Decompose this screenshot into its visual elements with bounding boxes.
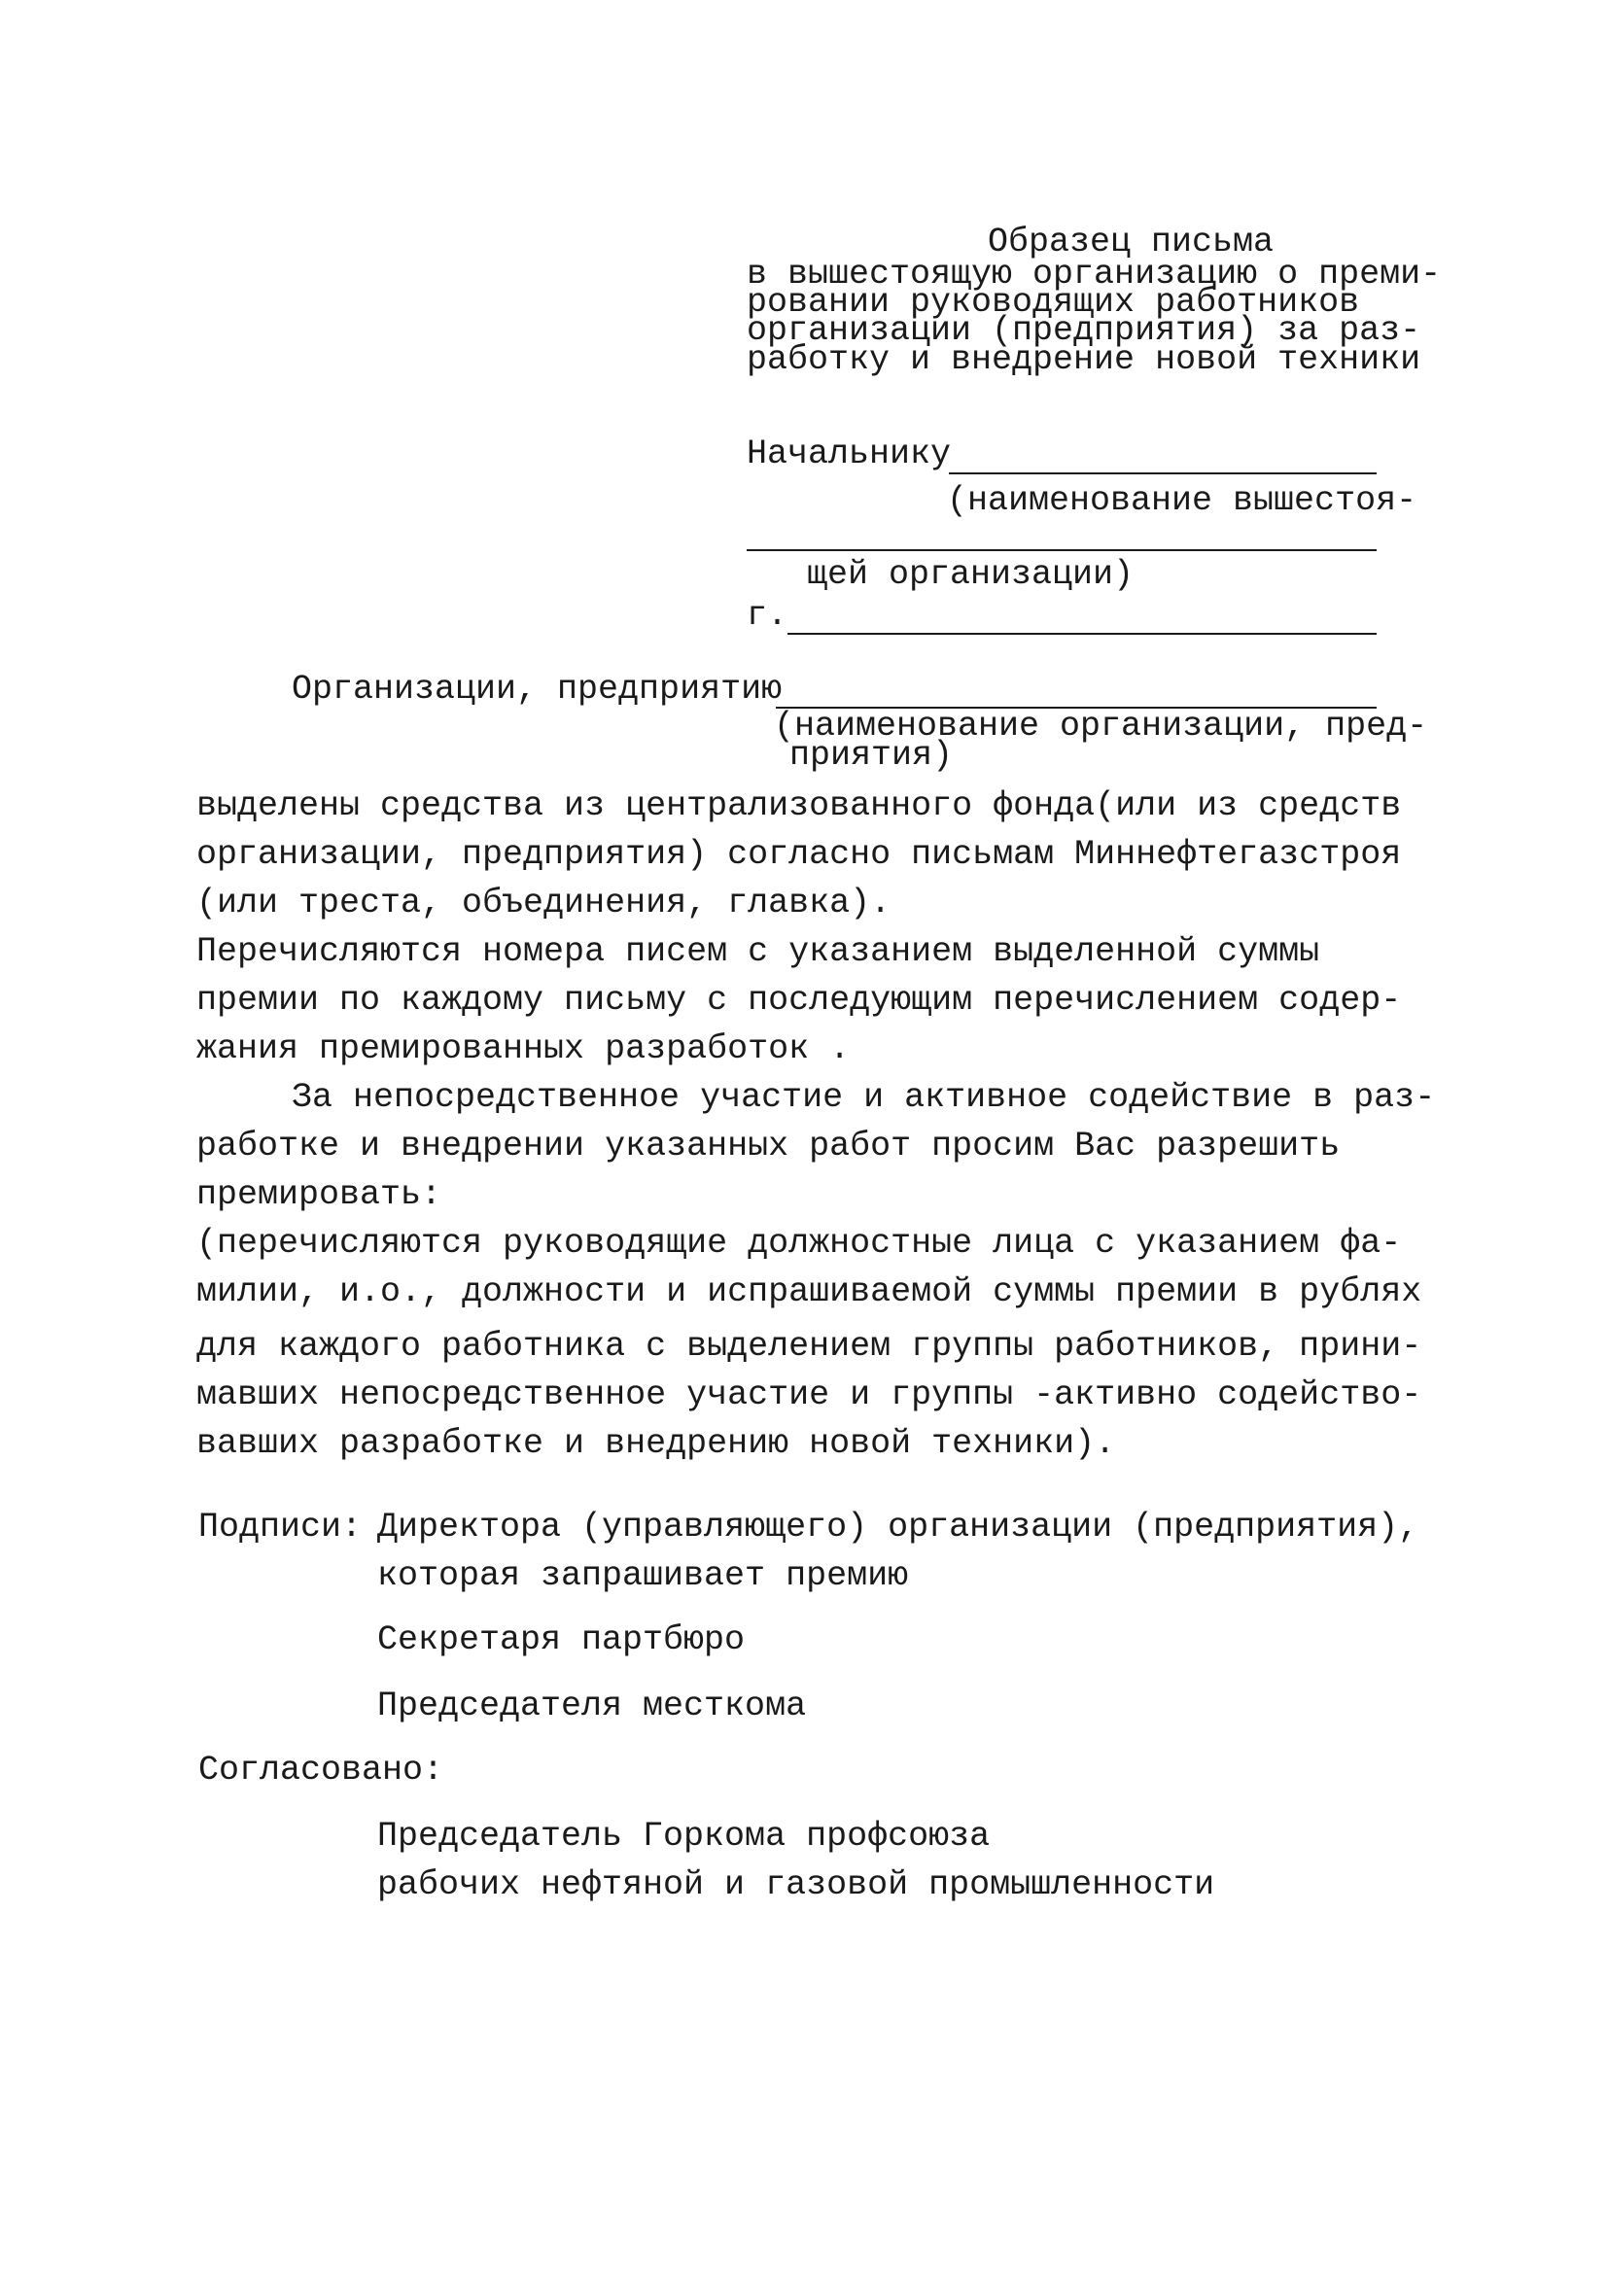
body-line: организации, предприятия) согласно письмам Миннефтегазстроя [196, 835, 1402, 874]
body-line: выделены средства из централизованного фонда(или из средств [196, 786, 1402, 825]
city-label: г. [747, 596, 788, 635]
body-line: премии по каждому письму с последующим перечислением содер- [196, 981, 1402, 1020]
addressee-hint: (наименование вышестоя- [947, 481, 1417, 520]
recipient-hint: (наименование организации, пред- [774, 707, 1428, 746]
recipient-hint: приятия) [789, 736, 954, 775]
list-line: милии, и.о., должности и испрашиваемой суммы премии в рублях [196, 1272, 1422, 1311]
signature-chairman: Председателя месткома [377, 1687, 807, 1725]
list-line: (перечисляются руководящие должностные лица с указанием фа- [196, 1224, 1402, 1263]
approval-line: рабочих нефтяной и газовой промышленности [377, 1865, 1215, 1904]
heading-line: организации (предприятия) за раз- [747, 311, 1421, 350]
heading-line: в вышестоящую организацию о преми- [747, 255, 1442, 294]
body-line: (или треста, объединения, главка). [196, 884, 891, 922]
list-line: вавших разработке и внедрению новой техники). [196, 1424, 1116, 1463]
approval-label: Согласовано: [198, 1751, 444, 1790]
addressee-label: Начальнику [747, 435, 952, 473]
heading-line: ровании руководящих работников [747, 283, 1360, 322]
signature-director-note: которая запрашивает премию [377, 1556, 909, 1595]
signatures-label: Подписи: [198, 1508, 363, 1547]
request-line: работке и внедрении указанных работ просим Вас разрешить [196, 1127, 1341, 1165]
city-blank-line [787, 633, 1377, 635]
list-line: для каждого работника с выделением группы работников, прини- [196, 1327, 1422, 1366]
recipient-label: Организации, предприятию [292, 670, 783, 709]
request-line: За непосредственное участие и активное содействие в раз- [292, 1078, 1436, 1117]
request-line: премировать: [196, 1175, 442, 1214]
signature-secretary: Секретаря партбюро [377, 1620, 746, 1659]
addressee-hint: щей организации) [807, 555, 1135, 594]
body-line: Перечисляются номера писем с указанием выделенной суммы [196, 932, 1320, 971]
document-title: Образец письма [988, 223, 1275, 261]
heading-line: работку и внедрение новой техники [747, 340, 1421, 379]
body-line: жания премированных разработок . [196, 1029, 851, 1068]
addressee-blank-line [949, 472, 1377, 474]
list-line: мавших непосредственное участие и группы -активно содейство- [196, 1375, 1422, 1414]
signature-director: Директора (управляющего) организации (предприятия), [377, 1508, 1419, 1547]
approval-line: Председатель Горкома профсоюза [377, 1817, 991, 1856]
